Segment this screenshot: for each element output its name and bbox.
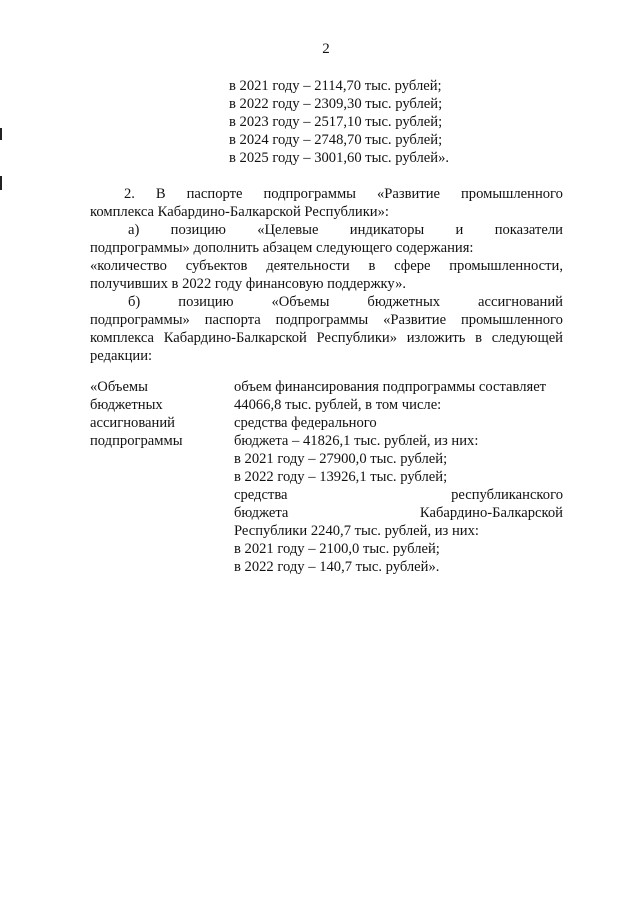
word: позицию [178,294,234,310]
table-right-line: в 2022 году – 13926,1 тыс. рублей; [234,469,448,485]
table-right-line: в 2021 году – 2100,0 тыс. рублей; [234,541,440,557]
word: «Целевые [257,222,319,238]
word: Кабардино-Балкарской [163,330,307,346]
year-list-item: в 2023 году – 2517,10 тыс. рублей; [229,114,443,130]
word: в [475,330,483,346]
word: показатели [494,222,563,238]
scan-mark [0,128,2,140]
word: паспорта [204,312,261,328]
word: паспорте [186,186,243,202]
year-list-item: в 2021 году – 2114,70 тыс. рублей; [229,78,442,94]
table-right-line [234,504,563,522]
table-right-line: 44066,8 тыс. рублей, в том числе: [234,397,442,413]
word: и [455,222,464,238]
item-a-line1 [128,221,563,239]
year-list-item: в 2022 году – 2309,30 тыс. рублей; [229,96,443,112]
word: средства [234,487,288,503]
table-right-line: в 2021 году – 27900,0 тыс. рублей; [234,451,448,467]
word: следующей [491,330,563,346]
word: б) [128,294,141,310]
item-a-line3 [90,257,563,275]
word: подпрограммы [263,186,356,202]
word: «количество [90,258,167,274]
item-b-line1 [128,293,563,311]
table-left-label: подпрограммы [90,433,183,449]
table-left-label: бюджетных [90,397,163,413]
word: комплекса [90,330,155,346]
table-right-line: средства федерального [234,415,377,431]
word: бюджетных [367,294,441,310]
page-number: 2 [322,41,330,57]
word: «Объемы [271,294,330,310]
word: деятельности [266,258,350,274]
table-right-line: Республики 2240,7 тыс. рублей, из них: [234,523,479,539]
word: а) [128,222,140,238]
word: «Развитие [383,312,447,328]
word: промышленного [460,312,563,328]
table-left-label: ассигнований [90,415,175,431]
item-a-line2: подпрограммы» дополнить абзацем следующего содержания: [90,240,474,256]
word: изложить [406,330,466,346]
item-b-line2 [90,311,563,329]
year-list-item: в 2024 году – 2748,70 тыс. рублей; [229,132,443,148]
year-list-item: в 2025 году – 3001,60 тыс. рублей». [229,150,450,166]
word: субъектов [185,258,248,274]
item2-line2: комплекса Кабардино-Балкарской Республики»: [90,204,389,220]
table-right-line: бюджета – 41826,1 тыс. рублей, из них: [234,433,479,449]
word: позицию [170,222,226,238]
word: 2. [124,186,135,202]
table-left-label: «Объемы [90,379,148,395]
word: индикаторы [349,222,425,238]
item-b-line3 [90,329,563,347]
word: ассигнований [478,294,563,310]
word: В [155,186,166,202]
word: в [368,258,376,274]
scan-mark [0,176,2,190]
word: республиканского [451,487,563,503]
word: сфере [394,258,431,274]
word: подпрограммы [275,312,369,328]
word: промышленного [460,186,563,202]
word: промышленности, [449,258,563,274]
table-right-line: объем финансирования подпрограммы составляет [234,379,547,395]
word: бюджета [234,505,289,521]
word: «Развитие [376,186,440,202]
word: Республики» [316,330,398,346]
item-a-line4: получивших в 2022 году финансовую поддержку». [90,276,407,292]
table-right-line: в 2022 году – 140,7 тыс. рублей». [234,559,440,575]
item-b-line4: редакции: [90,348,153,364]
table-right-line [234,486,563,504]
item2-line1 [124,185,563,203]
word: подпрограммы» [90,312,190,328]
word: Кабардино-Балкарской [419,505,563,521]
